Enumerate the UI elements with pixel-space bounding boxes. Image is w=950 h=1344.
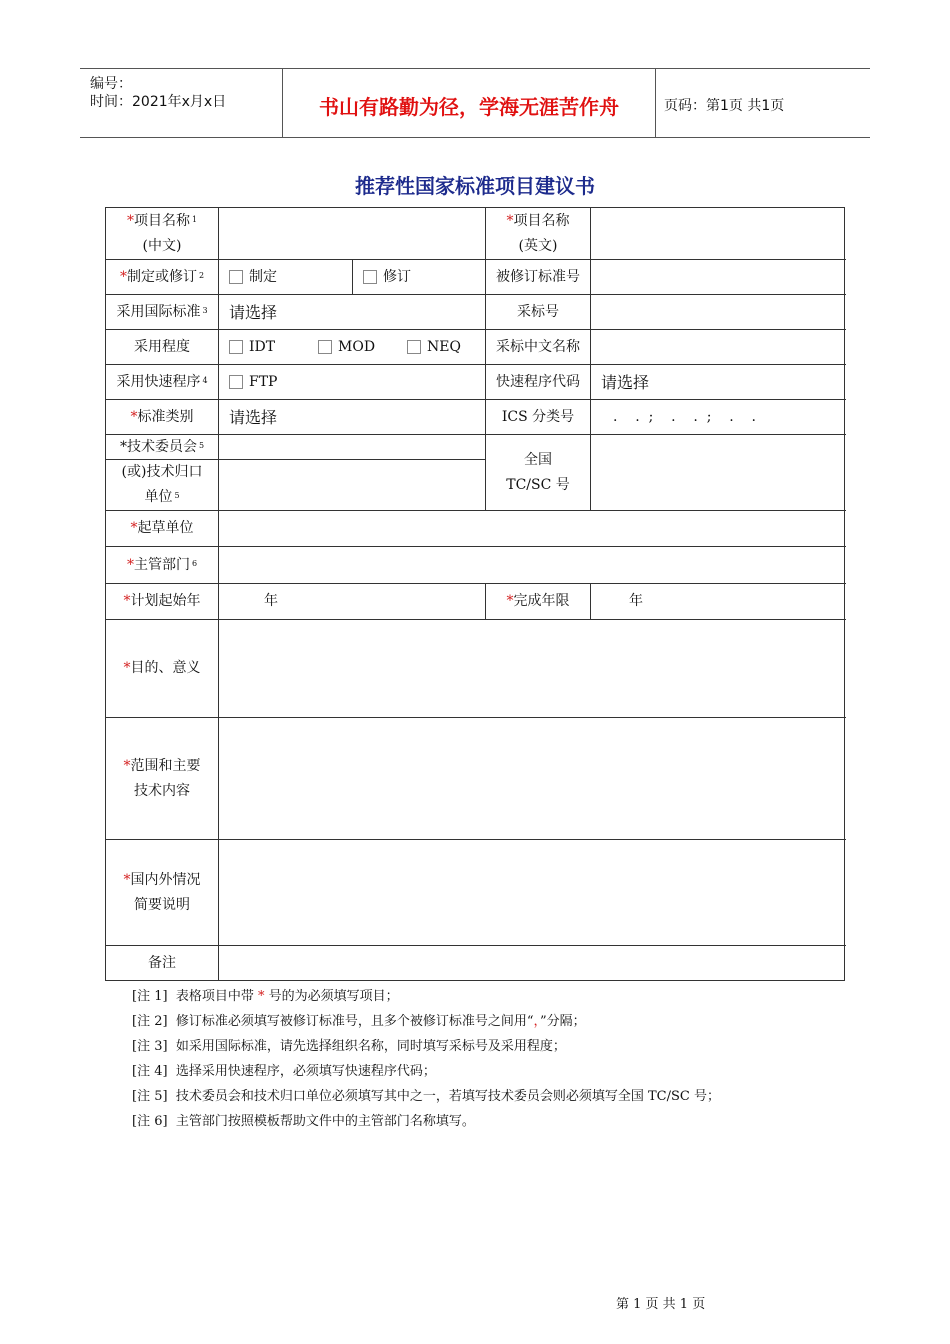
note-item: [注 5] 技术委员会和技术归口单位必须填写其中之一，若填写技术委员会则必须填写全国 TC/SC 号； [132, 1089, 720, 1104]
label-tech-unit: (或)技术归口 单位 $^5$ [121, 464, 203, 505]
select-adopt-intl[interactable]: 请选择 [229, 302, 278, 322]
label-fast-track: 采用快速程序 $^4$ [116, 373, 208, 390]
checkbox-mod[interactable] [318, 340, 332, 354]
note-item: [注 4] 选择采用快速程序，必须填写快速程序代码； [132, 1064, 436, 1079]
label-adopt-no: 采标号 [517, 303, 559, 320]
motto: 书山有路勤为径，学海无涯苦作舟 [319, 95, 619, 119]
field-project-name-cn[interactable] [219, 208, 485, 259]
time-label: 时间：2021年x月x日 [90, 94, 227, 110]
option-ftp[interactable]: FTP [219, 365, 485, 399]
note-item: [注 2] 修订标准必须填写被修订标准号，且多个被修订标准号之间用“，”分隔； [132, 1014, 586, 1029]
label-project-name-cn: *项目名称 $^1$ (中文) [126, 212, 198, 254]
field-tech-unit[interactable] [219, 460, 485, 510]
option-idt[interactable]: IDT [219, 330, 308, 364]
option-revise[interactable]: 修订 [353, 260, 485, 294]
notes [132, 984, 720, 1134]
label-plan-start-year: * 计划起始年 [123, 593, 201, 609]
label-adopt-cn-name: 采标中文名称 [496, 338, 580, 355]
label-scope: *范围和主要 技术内容 [123, 757, 201, 799]
note-item: [注 3] 如采用国际标准，请先选择组织名称，同时填写采标号及采用程度； [132, 1039, 566, 1054]
label-remarks: 备注 [148, 955, 176, 971]
field-drafting-unit[interactable] [219, 511, 845, 546]
checkbox-revise[interactable] [363, 270, 377, 284]
header-info [80, 69, 282, 137]
note-item: [注 1] 表格项目中带 * 号的为必须填写项目； [132, 989, 399, 1004]
page-header [80, 68, 870, 138]
label-std-category: * 标准类别 [130, 408, 194, 425]
field-remarks[interactable] [219, 946, 845, 981]
number-label: 编号： [90, 76, 132, 92]
label-drafting-unit: * 起草单位 [130, 520, 194, 536]
label-purpose: * 目的、意义 [123, 660, 201, 676]
field-competent-dept[interactable] [219, 547, 845, 583]
label-competent-dept: * 主管部门 $^6$ [126, 556, 198, 573]
select-std-category[interactable]: 请选择 [229, 407, 278, 427]
field-tech-committee[interactable] [219, 435, 485, 459]
field-national-tc[interactable] [591, 435, 845, 510]
label-situation: *国内外情况 简要说明 [123, 871, 201, 913]
document-title: 推荐性国家标准项目建议书 [355, 174, 595, 198]
page-footer: 第 1 页 共 1 页 [616, 1297, 706, 1312]
checkbox-make[interactable] [229, 270, 243, 284]
label-project-name-en: *项目名称 (英文) [506, 212, 570, 254]
field-ics-no[interactable]: . . ; . . ; . . [613, 408, 756, 425]
field-purpose[interactable] [219, 620, 845, 717]
label-adopt-degree: 采用程度 [134, 338, 190, 355]
field-adopt-no[interactable] [591, 295, 845, 329]
label-tech-committee: * 技术委员会 $^5$ [119, 438, 205, 455]
label-national-tc: 全国 TC/SC 号 [506, 451, 570, 493]
label-revised-std-no: 被修订标准号 [496, 268, 580, 285]
field-deadline[interactable]: 年 [629, 593, 643, 609]
label-fast-track-code: 快速程序代码 [496, 373, 580, 390]
checkbox-ftp[interactable] [229, 375, 243, 389]
option-make[interactable]: 制定 [219, 260, 352, 294]
label-deadline: * 完成年限 [506, 593, 570, 609]
label-ics-no: ICS 分类号 [501, 408, 575, 425]
note-item: [注 6] 主管部门按照模板帮助文件中的主管部门名称填写。 [132, 1114, 475, 1129]
checkbox-neq[interactable] [407, 340, 421, 354]
option-mod[interactable]: MOD [308, 330, 396, 364]
field-adopt-cn-name[interactable] [591, 330, 845, 364]
option-neq[interactable]: NEQ [397, 330, 485, 364]
label-make-or-revise: * 制定或修订 $^2$ [119, 268, 205, 285]
field-revised-std-no[interactable] [591, 260, 845, 294]
select-fast-track-code[interactable]: 请选择 [601, 372, 650, 392]
page-info: 页码：第1页 共1页 [664, 98, 785, 114]
label-adopt-intl: 采用国际标准 $^3$ [116, 303, 208, 320]
field-situation[interactable] [219, 840, 845, 945]
field-scope[interactable] [219, 718, 845, 839]
field-project-name-en[interactable] [591, 208, 845, 259]
motto-cell [282, 69, 656, 137]
field-plan-start-year[interactable]: 年 [264, 593, 278, 609]
proposal-form [105, 207, 845, 981]
checkbox-idt[interactable] [229, 340, 243, 354]
